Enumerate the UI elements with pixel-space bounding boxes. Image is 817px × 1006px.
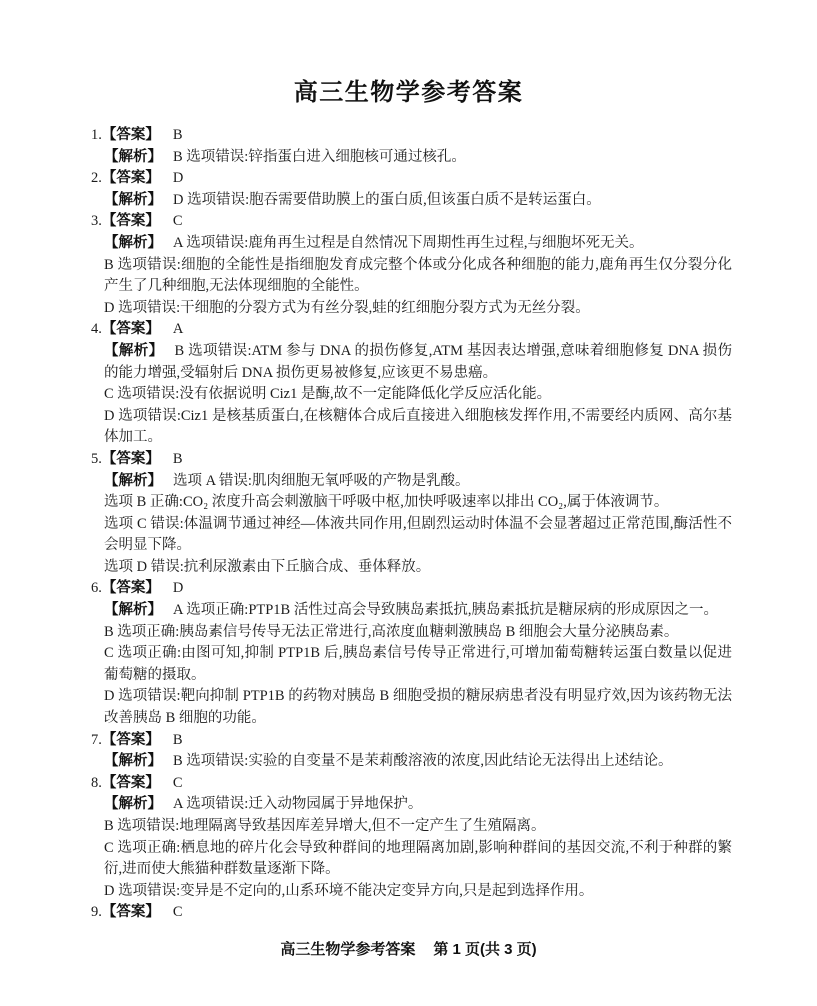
- analysis-paragraph: D 选项错误:干细胞的分裂方式为有丝分裂,蛙的红细胞分裂方式为无丝分裂。: [104, 299, 590, 316]
- analysis-paragraph: [104, 341, 732, 384]
- analysis-paragraph: [104, 751, 732, 773]
- analysis-text: B 选项错误:锌指蛋白进入细胞核可通过核孔。: [173, 148, 466, 165]
- analysis-paragraph: B 选项正确:胰岛素信号传导无法正常进行,高浓度血糖刺激胰岛 B 细胞会大量分泌胰岛素。: [104, 623, 679, 640]
- question-number: 3.: [91, 213, 102, 230]
- analysis-label: 【解析】: [104, 753, 162, 770]
- answer-label: 【答案】: [101, 450, 160, 467]
- analysis-block: [104, 600, 732, 730]
- question-number: 2.: [91, 170, 102, 187]
- analysis-label: 【解析】: [104, 234, 162, 251]
- analysis-text: B 选项错误:ATM 参与 DNA 的损伤修复,ATM 基因表达增强,意味着细胞修复 DNA 损伤的能力增强,受辐射后 DNA 损伤更易被修复,应该更不易患癌。: [104, 342, 733, 381]
- analysis-paragraph: 选项 D 错误:抗利尿激素由下丘脑合成、垂体释放。: [104, 558, 431, 575]
- question-number: 9.: [91, 904, 102, 921]
- question-6: [91, 578, 732, 729]
- answer-key-content: [91, 125, 732, 924]
- answer-label: 【答案】: [101, 731, 160, 748]
- analysis-label: 【解析】: [104, 472, 162, 489]
- question-7: [91, 730, 732, 773]
- answer-value: B: [172, 450, 183, 467]
- question-1: [91, 125, 732, 168]
- footer-page-info: 第 1 页(共 3 页): [433, 941, 537, 958]
- analysis-paragraph: B 选项错误:细胞的全能性是指细胞发育成完整个体或分化成各种细胞的能力,鹿角再生仅分裂分化产生了几种细胞,无法体现细胞的全能性。: [104, 256, 732, 295]
- answer-line: [91, 730, 732, 752]
- answer-value: C: [172, 213, 183, 230]
- answer-value: A: [172, 321, 184, 338]
- question-3: [91, 211, 732, 319]
- question-number: 7.: [91, 731, 102, 748]
- analysis-text: A 选项正确:PTP1B 活性过高会导致胰岛素抵抗,胰岛素抵抗是糖尿病的形成原因之一。: [173, 602, 718, 619]
- analysis-paragraph: 选项 B 正确:CO₂ 浓度升高会刺激脑干呼吸中枢,加快呼吸速率以排出 CO₂,属于体液调节。: [104, 494, 669, 511]
- question-2: [91, 168, 732, 211]
- answer-value: B: [172, 731, 183, 748]
- analysis-paragraph: D 选项错误:变异是不定向的,山系环境不能决定变异方向,只是起到选择作用。: [104, 882, 594, 899]
- analysis-label: 【解析】: [104, 796, 162, 813]
- question-number: 6.: [91, 580, 102, 597]
- answer-value: C: [172, 904, 183, 921]
- analysis-paragraph: [104, 600, 732, 622]
- question-8: [91, 773, 732, 903]
- analysis-paragraph: C 选项错误:没有依据说明 Ciz1 是酶,故不一定能降低化学反应活化能。: [104, 386, 552, 403]
- question-4: [91, 319, 732, 449]
- answer-label: 【答案】: [101, 213, 160, 230]
- analysis-text: A 选项错误:迁入动物园属于异地保护。: [173, 796, 423, 813]
- analysis-paragraph: D 选项错误:Ciz1 是核基质蛋白,在核糖体合成后直接进入细胞核发挥作用,不需要经内质网、高尔基体加工。: [104, 407, 732, 446]
- analysis-paragraph: 选项 C 错误:体温调节通过神经—体液共同作用,但剧烈运动时体温不会显著超过正常范围,酶活性不会明显下降。: [104, 515, 732, 554]
- answer-value: D: [172, 170, 184, 187]
- page-title: 高三生物学参考答案: [293, 79, 524, 106]
- analysis-block: [104, 341, 732, 449]
- analysis-paragraph: [104, 190, 732, 212]
- answer-label: 【答案】: [101, 904, 160, 921]
- answer-line: [91, 125, 732, 147]
- analysis-paragraph: [104, 233, 732, 255]
- question-5: [91, 449, 732, 579]
- analysis-paragraph: D 选项错误:靶向抑制 PTP1B 的药物对胰岛 B 细胞受损的糖尿病患者没有明显疗效,因为该药物无法改善胰岛 B 细胞的功能。: [104, 688, 732, 727]
- answer-line: [91, 449, 732, 471]
- answer-value: B: [172, 127, 183, 143]
- analysis-text: B 选项错误:实验的自变量不是茉莉酸溶液的浓度,因此结论无法得出上述结论。: [173, 753, 673, 770]
- analysis-paragraph: [104, 794, 732, 816]
- analysis-label: 【解析】: [104, 191, 162, 208]
- analysis-label: 【解析】: [104, 342, 164, 359]
- answer-label: 【答案】: [101, 127, 160, 143]
- answer-value: C: [172, 774, 183, 791]
- footer-doc-title: 高三生物学参考答案: [280, 941, 416, 958]
- question-number: 8.: [91, 774, 102, 791]
- analysis-text: A 选项错误:鹿角再生过程是自然情况下周期性再生过程,与细胞坏死无关。: [173, 234, 644, 251]
- answer-line: [91, 168, 732, 190]
- answer-label: 【答案】: [101, 170, 160, 187]
- analysis-text: 选项 A 错误:肌肉细胞无氧呼吸的产物是乳酸。: [173, 472, 470, 489]
- answer-line: [91, 319, 732, 341]
- analysis-block: [104, 751, 732, 773]
- analysis-label: 【解析】: [104, 148, 162, 165]
- answer-line: [91, 578, 732, 600]
- analysis-paragraph: C 选项正确:由图可知,抑制 PTP1B 后,胰岛素信号传导正常进行,可增加葡萄糖转运蛋白数量以促进葡萄糖的摄取。: [104, 645, 732, 683]
- analysis-block: [104, 471, 732, 579]
- analysis-block: [104, 233, 732, 319]
- answer-line: [91, 773, 732, 795]
- question-number: 1.: [91, 127, 102, 143]
- answer-label: 【答案】: [101, 774, 160, 791]
- analysis-label: 【解析】: [104, 602, 162, 619]
- question-number: 5.: [91, 450, 102, 467]
- answer-value: D: [172, 580, 184, 597]
- answer-line: [91, 902, 732, 924]
- analysis-block: [104, 147, 732, 169]
- answer-line: [91, 211, 732, 233]
- answer-label: 【答案】: [101, 321, 160, 338]
- analysis-paragraph: C 选项正确:栖息地的碎片化会导致种群间的地理隔离加剧,影响种群间的基因交流,不利于种群的繁衍,进而使大熊猫种群数量逐渐下降。: [104, 839, 732, 878]
- question-9: [91, 902, 732, 924]
- analysis-block: [104, 190, 732, 212]
- analysis-paragraph: B 选项错误:地理隔离导致基因库差异增大,但不一定产生了生殖隔离。: [104, 818, 546, 834]
- analysis-text: D 选项错误:胞吞需要借助膜上的蛋白质,但该蛋白质不是转运蛋白。: [173, 191, 601, 208]
- analysis-block: [104, 794, 732, 902]
- analysis-paragraph: [104, 471, 732, 493]
- analysis-paragraph: [104, 147, 732, 169]
- page-footer: [0, 938, 817, 959]
- question-number: 4.: [91, 321, 102, 338]
- answer-label: 【答案】: [101, 580, 160, 597]
